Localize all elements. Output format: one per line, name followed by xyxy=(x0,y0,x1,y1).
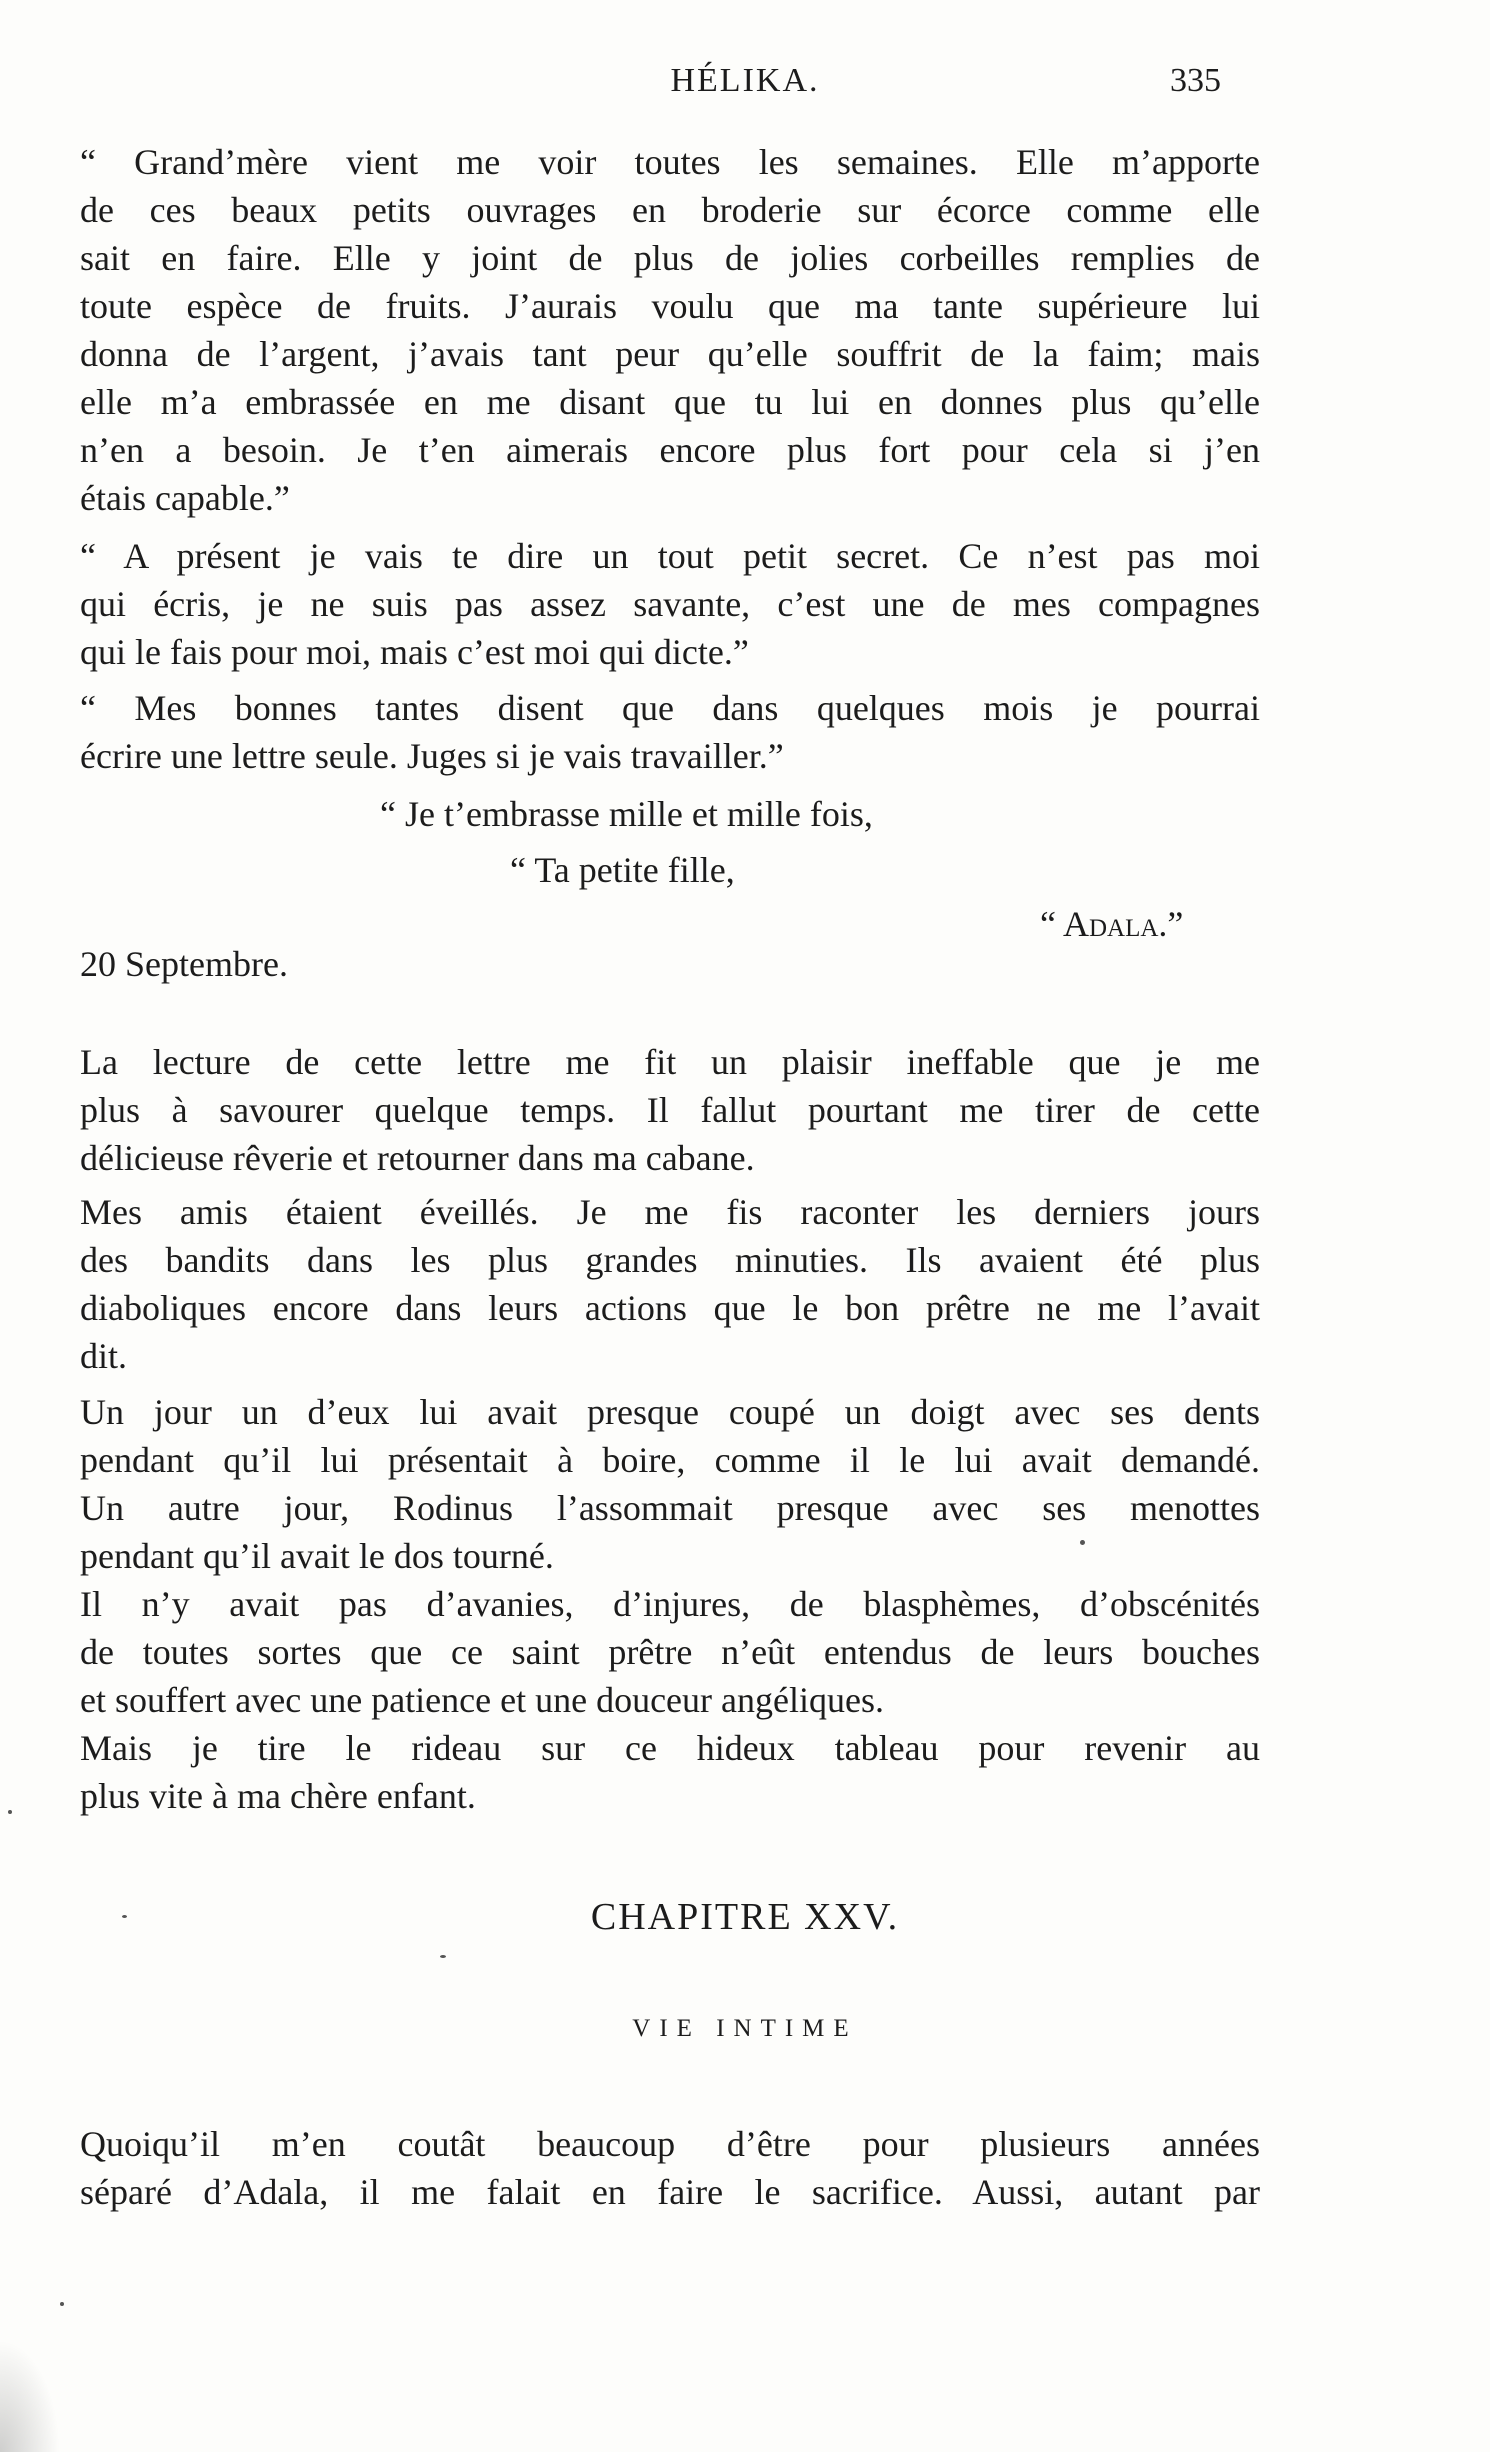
page-edge-smudge xyxy=(0,2340,60,2452)
text-line: dit. xyxy=(80,1336,128,1376)
text-line: n’en a besoin. Je t’en aimerais encore plus fort pour cela si j’en xyxy=(80,430,1260,470)
text-line: plus vite à ma chère enfant. xyxy=(80,1776,476,1816)
text-line: séparé d’Adala, il me falait en faire le sacrifice. Aussi, autant par xyxy=(80,2172,1260,2212)
text-line: Un autre jour, Rodinus l’assommait presque avec ses menottes xyxy=(80,1488,1260,1528)
text-line: elle m’a embrassée en me disant que tu lui en donnes plus qu’elle xyxy=(80,382,1260,422)
text-line: de toutes sortes que ce saint prêtre n’eût entendus de leurs bouches xyxy=(80,1632,1260,1672)
text-line: et souffert avec une patience et une douceur angéliques. xyxy=(80,1680,884,1720)
text-line: “ Mes bonnes tantes disent que dans quelques mois je pourrai xyxy=(80,688,1260,728)
chapter-title: CHAPITRE XXV. xyxy=(590,1896,900,1938)
ink-speck xyxy=(440,1955,446,1958)
letter-date: 20 Septembre. xyxy=(80,944,288,984)
ink-speck xyxy=(8,1810,12,1814)
text-line: “ A présent je vais te dire un tout petit secret. Ce n’est pas moi xyxy=(80,536,1260,576)
text-line: étais capable.” xyxy=(80,478,290,518)
letter-closing-little-girl: “ Ta petite fille, xyxy=(510,850,735,890)
letter-closing-embrace: “ Je t’embrasse mille et mille fois, xyxy=(380,794,873,834)
text-line: des bandits dans les plus grandes minuties. Ils avaient été plus xyxy=(80,1240,1260,1280)
text-line: Mes amis étaient éveillés. Je me fis raconter les derniers jours xyxy=(80,1192,1260,1232)
text-line: Quoiqu’il m’en coutât beaucoup d’être pour plusieurs années xyxy=(80,2124,1260,2164)
ink-speck xyxy=(1080,1540,1085,1545)
text-line: “ Grand’mère vient me voir toutes les semaines. Elle m’apporte xyxy=(80,142,1260,182)
text-line: Il n’y avait pas d’avanies, d’injures, de blasphèmes, d’obscénités xyxy=(80,1584,1260,1624)
text-line: pendant qu’il lui présentait à boire, comme il le lui avait demandé. xyxy=(80,1440,1260,1480)
text-line: qui le fais pour moi, mais c’est moi qui dicte.” xyxy=(80,632,749,672)
text-line: La lecture de cette lettre me fit un plaisir ineffable que je me xyxy=(80,1042,1260,1082)
text-line: Mais je tire le rideau sur ce hideux tableau pour revenir au xyxy=(80,1728,1260,1768)
text-line: délicieuse rêverie et retourner dans ma cabane. xyxy=(80,1138,755,1178)
text-line: pendant qu’il avait le dos tourné. xyxy=(80,1536,554,1576)
text-line: toute espèce de fruits. J’aurais voulu que ma tante supérieure lui xyxy=(80,286,1260,326)
text-line: plus à savourer quelque temps. Il fallut pourtant me tirer de cette xyxy=(80,1090,1260,1130)
text-line: écrire une lettre seule. Juges si je vais travailler.” xyxy=(80,736,784,776)
page-number: 335 xyxy=(1170,62,1221,99)
letter-signature: “ Adala.” xyxy=(1040,904,1184,944)
ink-speck xyxy=(122,1915,127,1918)
text-line: donna de l’argent, j’avais tant peur qu’elle souffrit de la faim; mais xyxy=(80,334,1260,374)
text-line: sait en faire. Elle y joint de plus de jolies corbeilles remplies de xyxy=(80,238,1260,278)
text-line: de ces beaux petits ouvrages en broderie sur écorce comme elle xyxy=(80,190,1260,230)
ink-speck xyxy=(60,2302,64,2306)
text-line: diaboliques encore dans leurs actions que le bon prêtre ne me l’avait xyxy=(80,1288,1260,1328)
text-line: Un jour un d’eux lui avait presque coupé un doigt avec ses dents xyxy=(80,1392,1260,1432)
running-title: HÉLIKA. xyxy=(670,62,820,99)
chapter-subtitle: VIE INTIME xyxy=(632,2015,858,2042)
text-line: qui écris, je ne suis pas assez savante, c’est une de mes compagnes xyxy=(80,584,1260,624)
